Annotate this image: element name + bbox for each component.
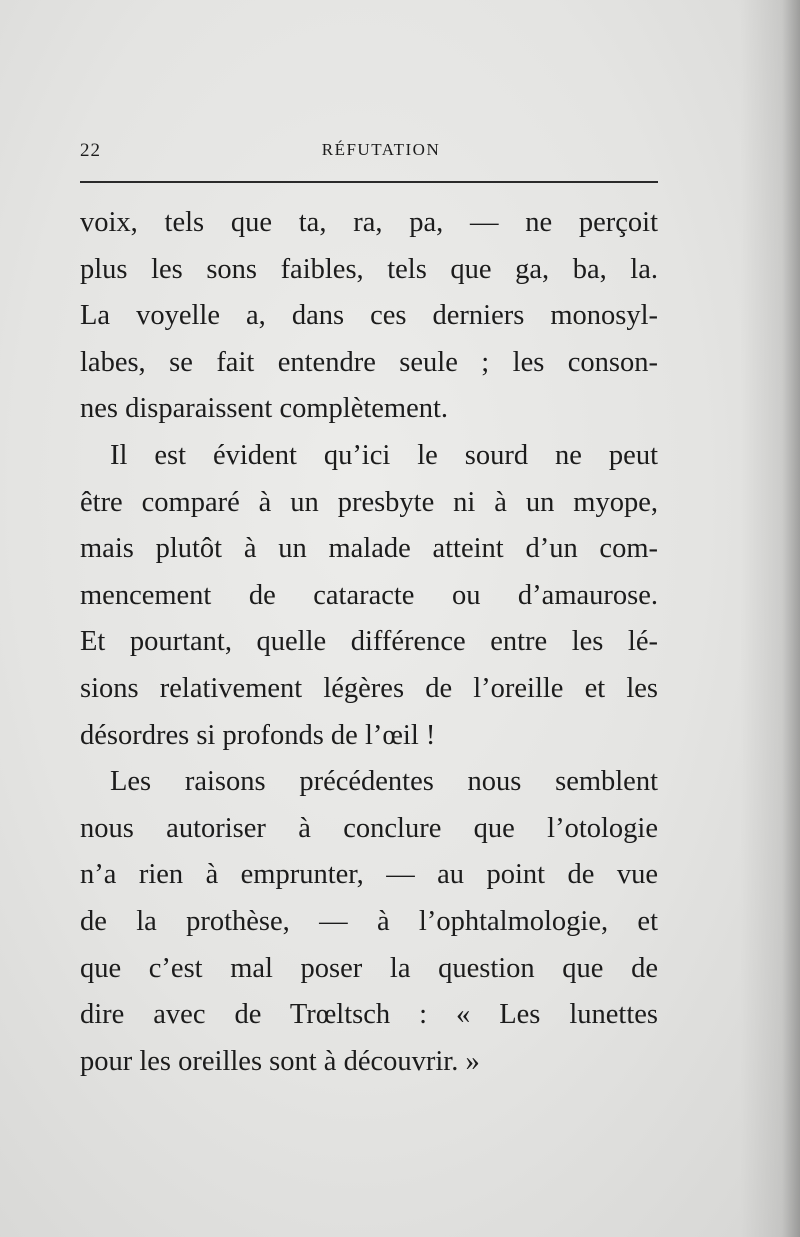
text-line: de la prothèse, — à l’ophtalmologie, et — [80, 905, 658, 937]
body-text — [80, 200, 658, 1085]
text-line: être comparé à un presbyte ni à un myope, — [80, 486, 658, 518]
text-line: nous autoriser à conclure que l’otologie — [80, 812, 658, 844]
page-header — [80, 140, 658, 170]
text-line: Et pourtant, quelle différence entre les lé- — [80, 626, 658, 658]
text-line: mencement de cataracte ou d’amaurose. — [80, 579, 658, 611]
text-line: labes, se fait entendre seule ; les conson- — [80, 346, 658, 378]
text-line: voix, tels que ta, ra, pa, — ne perçoit — [80, 207, 658, 238]
text-line: La voyelle a, dans ces derniers monosyl- — [80, 300, 658, 332]
text-line: Il est évident qu’ici le sourd ne peut — [110, 439, 658, 471]
text-line: que c’est mal poser la question que de — [80, 952, 658, 984]
running-title: RÉFUTATION — [321, 140, 441, 159]
text-line: Les raisons précédentes nous semblent — [110, 766, 658, 798]
text-line: désordres si profonds de l’œil ! — [80, 719, 436, 751]
text-line: n’a rien à emprunter, — au point de vue — [80, 859, 658, 891]
text-line: plus les sons faibles, tels que ga, ba, la. — [80, 253, 658, 285]
page-number: 22 — [80, 140, 101, 161]
header-rule — [80, 181, 658, 183]
text-line: dire avec de Trœltsch : « Les lunettes — [80, 999, 658, 1031]
text-line: pour les oreilles sont à découvrir. » — [80, 1045, 480, 1077]
text-line: nes disparaissent complètement. — [80, 393, 449, 425]
text-line: mais plutôt à un malade atteint d’un com- — [80, 533, 658, 565]
page-edge-shadow — [740, 0, 800, 1237]
text-line: sions relativement légères de l’oreille et les — [80, 672, 658, 704]
